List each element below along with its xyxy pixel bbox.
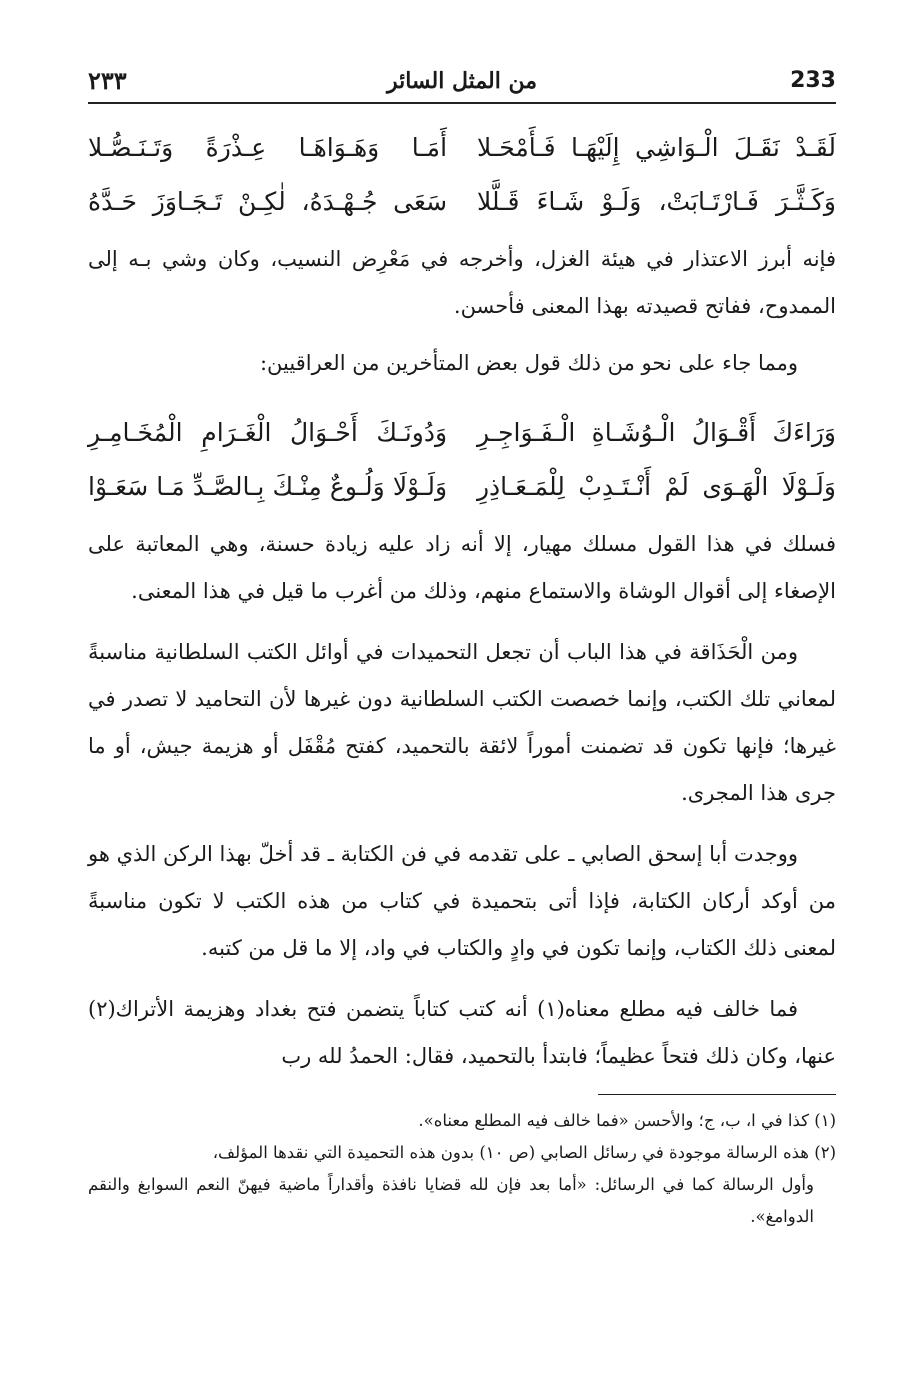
verse-second-hemistich: وَدُونَـكَ أَحْـوَالُ الْغَـرَامِ الْمُخَـامِـرِ bbox=[88, 417, 448, 447]
verse-first-hemistich: لَقَـدْ نَقَـلَ الْـوَاشِي إِلَيْهَـا فَـأَمْحَـلا bbox=[476, 132, 836, 162]
verse-first-hemistich: وَرَاءَكَ أَقْـوَالُ الْـوُشَـاةِ الْـفَـوَاجِـرِ bbox=[476, 417, 836, 447]
book-page bbox=[88, 62, 836, 1233]
verse-first-hemistich: وَلَـوْلَا الْهَـوَى لَمْ أَنْـتَـدِبْ لِلْمَـعَـاذِرِ bbox=[476, 471, 836, 501]
footnote-2-continuation: وأول الرسالة كما في الرسائل: «أما بعد فإن لله قضايا نافذة وأقداراً ماضية فيهنّ النعم السوابغ والنقم الدوامغ». bbox=[88, 1175, 814, 1226]
verse-line bbox=[88, 120, 836, 174]
page-header bbox=[88, 62, 836, 104]
footnote-2: (٢) هذه الرسالة موجودة في رسائل الصابي (ص ١٠) بدون هذه التحميدة التي نقدها المؤلف، bbox=[212, 1143, 836, 1162]
verse-first-hemistich: وَكَـثَّـرَ فَـارْتَـابَتْ، وَلَـوْ شَـاءَ قَـلَّلا bbox=[476, 186, 836, 216]
paragraph: فسلك في هذا القول مسلك مهيار، إلا أنه زاد عليه زيادة حسنة، وهي المعاتبة على الإصغاء إلى أقوال الوشاة والاستماع منهم، وذلك من أغرب ما قيل في هذا المعنى. bbox=[88, 532, 836, 603]
poem-verses-2 bbox=[88, 405, 836, 513]
verse-second-hemistich: أَمَـا وَهَـوَاهَـا عِـذْرَةً وَتَـنَـصُّـلا bbox=[88, 132, 448, 162]
footnote-separator bbox=[598, 1094, 836, 1095]
page-number-arabic: ٢٣٣ bbox=[88, 66, 127, 95]
footnote-1: (١) كذا في ا، ب، ج؛ والأحسن «فما خالف فيه المطلع معناه». bbox=[418, 1111, 836, 1130]
paragraph: ومما جاء على نحو من ذلك قول بعض المتأخرين من العراقيين: bbox=[259, 351, 798, 375]
verse-line bbox=[88, 459, 836, 513]
page-number-latin: 233 bbox=[790, 68, 836, 93]
paragraph: ومن الْحَذَاقة في هذا الباب أن تجعل التحميدات في أوائل الكتب السلطانية مناسبةً لمعاني تلك الكتب، وإنما خصصت الكتب السلطانية دون غيرها لأن التحاميد لا تصدر في غيرها؛ فإنها تكون قد تضمنت أموراً لائقة بالتحميد، كفتح مُقْفَل أو هزيمة جيش، أو ما جرى هذا المجرى. bbox=[88, 640, 836, 805]
paragraph: ووجدت أبا إسحق الصابي ـ على تقدمه في فن الكتابة ـ قد أخلّ بهذا الركن الذي هو من أوكد أركان الكتابة، فإذا أتى بتحميدة في كتاب من هذه الكتب لا تكون مناسبةً لمعنى ذلك الكتاب، وإنما تكون في وادٍ والكتاب في واد، إلا ما قل من كتبه. bbox=[88, 842, 836, 960]
verse-second-hemistich: سَعَى جُـهْـدَهُ، لٰكِـنْ تَـجَـاوَزَ حَـدَّهُ bbox=[88, 186, 448, 216]
running-title: من المثل السائر bbox=[386, 68, 538, 94]
verse-line bbox=[88, 174, 836, 228]
verse-second-hemistich: وَلَـوْلَا وَلُـوعٌ مِنْـكَ بِـالصَّـدِّ مَـا سَعَـوْا bbox=[88, 471, 448, 501]
poem-verses-1 bbox=[88, 120, 836, 228]
verse-line bbox=[88, 405, 836, 459]
paragraph: فما خالف فيه مطلع معناه(١) أنه كتب كتاباً يتضمن فتح بغداد وهزيمة الأتراك(٢) عنها، وكان ذلك فتحاً عظيماً؛ فابتدأ بالتحميد، فقال: الحمدُ لله رب bbox=[88, 997, 836, 1068]
paragraph: فإنه أبرز الاعتذار في هيئة الغزل، وأخرجه في مَعْرِض النسيب، وكان وشي بـه إلى الممدوح، ففاتح قصيدته بهذا المعنى فأحسن. bbox=[88, 247, 836, 318]
